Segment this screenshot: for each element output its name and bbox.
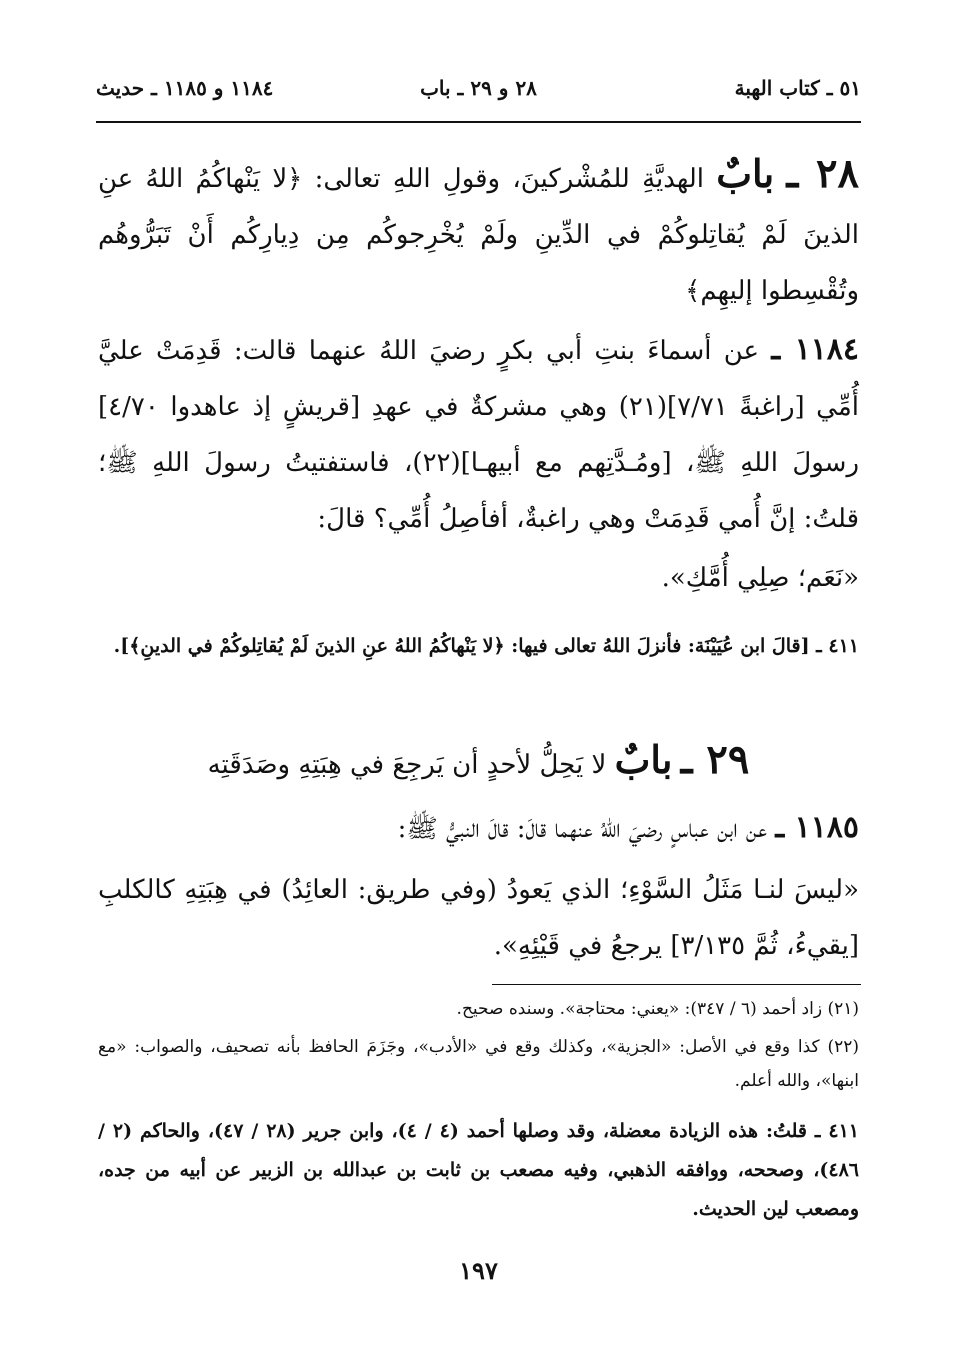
section-28-title: الهديَّةِ للمُشْركينَ، وقولِ اللهِ تعالى: ﴿لا يَنْهاكُمُ اللهُ عنِ الذينَ لَمْ يُقاتِلوكُمْ في الدِّينِ ولَمْ يُخْرِجوكُم مِن دِيارِكُم أَنْ تَبَرُّوهُم وتُقْسِطوا إليهِم﴾	[98, 164, 859, 306]
note-411: ٤١١ ـ [قالَ ابن عُيَيْنَة: فأنزلَ اللهُ تعالى فيها: ﴿لا يَنْهاكُمُ اللهُ عنِ الذينَ لَمْ يُقاتِلوكُمْ في الدينِ﴾].	[113, 635, 859, 657]
header-section: ٢٨ و ٢٩ ـ باب	[420, 76, 537, 100]
hadith-1184-answer: «نَعَم؛ صِلِي أُمَّكِ».	[661, 563, 859, 593]
section-28-word: بابٌ	[716, 151, 775, 196]
hadith-1185-text: «ليسَ لنـا مَثَلُ السَّوْءِ؛ الذي يَعودُ (وفي طريق: العائِدُ) في هِبَتِهِ كالكلبِ [يقيءُ، ثُمَّ ٣/١٣٥] يرجعُ في قَيْئِهِ».	[98, 875, 859, 961]
footnote-separator	[492, 984, 861, 985]
section-29-heading	[98, 732, 859, 793]
section-29-title: لا يَحِلُّ لأحدٍ أن يَرجِعَ في هِبَتِهِ وصَدَقَتِه	[207, 750, 607, 780]
hadith-1185-intro: عن ابن عباسٍ رضيَ اللهُ عنهما قالَ: قالَ النبيُّ ﷺ:	[397, 814, 768, 844]
hadith-1184-text: عن أسماءَ بنتِ أبي بكرٍ رضيَ اللهُ عنهما قالت: قَدِمَتْ عليَّ أُمِّي [راغبةً ٧/٧١](٢١) وهي مشركةٌ في عهدِ [قريشٍ إذ عاهدوا ٤/٧٠] رسولَ اللهِ ﷺ، [ومُـدَّتِهم مع أبيهـا](٢٢)، فاستفتيتُ رسولَ اللهِ ﷺ؛ قلتُ: إنَّ أُمي قَدِمَتْ وهي راغبةٌ، أفأصِلُ أُمِّي؟ قالَ:	[98, 336, 859, 534]
running-header	[96, 76, 861, 106]
footnote-21: (٢١) زاد أحمد (٦ / ٣٤٧): «يعني: محتاجة». وسنده صحيح.	[456, 999, 859, 1019]
hadith-1185	[98, 800, 859, 857]
footnote-22: (٢٢) كذا وقع في الأصل: «الجزية»، وكذلك وقع في «الأدب»، وجَزَمَ الحافظ بأنه تصحيف، والصواب: «مع ابنها»، والله أعلم.	[98, 1037, 859, 1091]
header-chapter: ٥١ ـ كتاب الهبة	[734, 76, 861, 100]
hadith-1184-number: ١١٨٤ ـ	[771, 332, 860, 367]
page-number: ١٩٧	[459, 1256, 498, 1285]
hadith-1184	[98, 322, 859, 547]
section-28-number: ٢٨ ـ	[786, 150, 860, 197]
hadith-1185-number: ١١٨٥ ـ	[775, 810, 859, 845]
footnote-411: ٤١١ ـ قلتُ: هذه الزيادة معضلة، وقد وصلها أحمد (٤ / ٤)، وابن جرير (٢٨ / ٤٧)، والحاكم (٢ / ٤٨٦)، وصححه، ووافقه الذهبي، وفيه مصعب بن ثابت بن عبدالله بن الزبير عن أبيه من جده، ومصعب لين الحديث.	[98, 1120, 860, 1220]
section-29-word: بابٌ	[614, 737, 673, 782]
header-rule	[96, 121, 861, 123]
header-hadith-range: ١١٨٤ و ١١٨٥ ـ حديث	[96, 76, 274, 100]
section-29-number: ٢٩ ـ	[680, 736, 750, 783]
section-28-heading	[98, 146, 859, 319]
